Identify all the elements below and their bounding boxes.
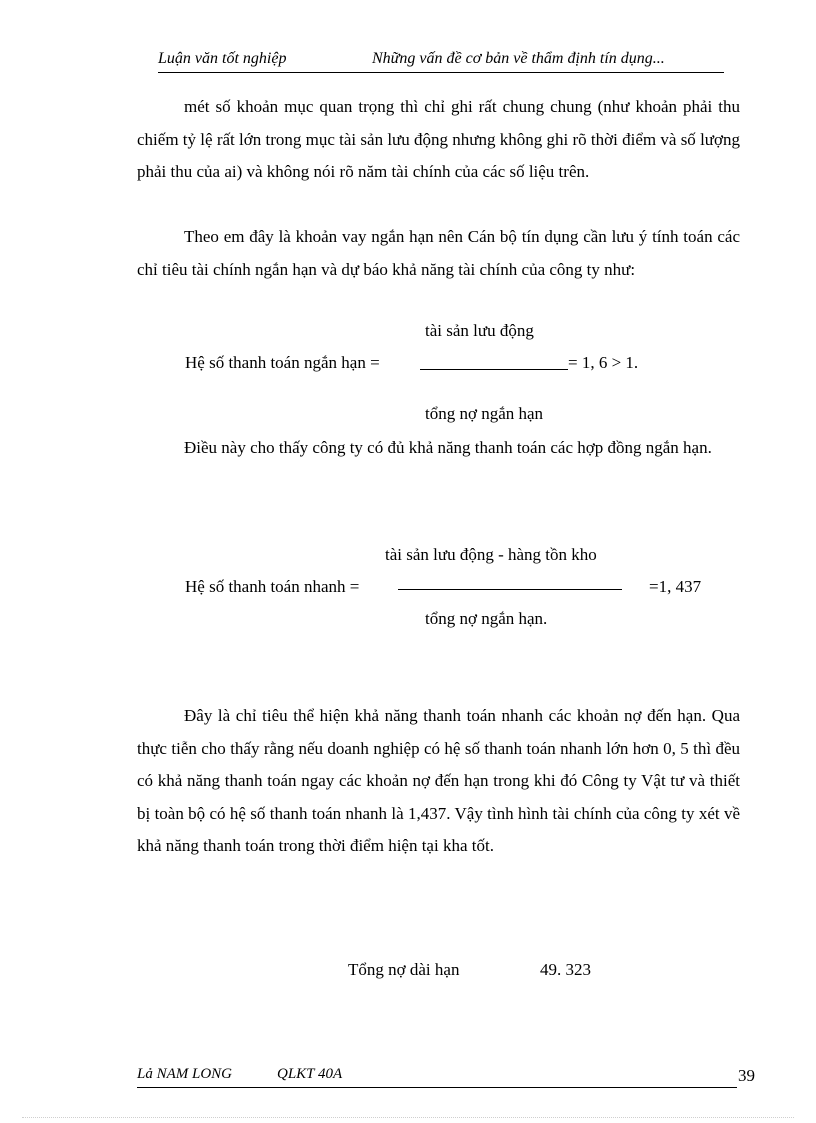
formula2-fraction-bar	[398, 589, 622, 590]
paragraph-3: Điều này cho thấy công ty có đủ khả năng thanh toán các hợp đồng ngắn hạn.	[184, 438, 712, 457]
footer-author-name: Lả NAM LONG	[137, 1066, 233, 1082]
formula2-result: =1, 437	[649, 577, 702, 596]
formula1-fraction-bar	[420, 369, 568, 370]
page-number: 39	[738, 1066, 755, 1085]
header-topic-title: Những vấn đề cơ bản về thẩm định tín dụng...	[372, 50, 665, 67]
longterm-debt-value: 49. 323	[540, 960, 591, 979]
formula2-denominator: tổng nợ ngắn hạn.	[425, 609, 548, 628]
formula2-label: Hệ số thanh toán nhanh =	[185, 577, 360, 596]
formula1-numerator: tài sản lưu động	[425, 321, 534, 340]
longterm-debt-label: Tổng nợ dài hạn	[348, 960, 460, 979]
page-bottom-border	[22, 1117, 794, 1118]
formula1-result: = 1, 6 > 1.	[568, 353, 639, 372]
page-header	[158, 50, 724, 73]
formula1-denominator: tổng nợ ngắn hạn	[425, 404, 544, 423]
paragraph-1: mét số khoản mục quan trọng thì chỉ ghi rất chung chung (như khoản phải thu chiếm tỷ lệ rất lớn trong mục tài sản lưu động nhưng không ghi rõ thời điểm và số lượng phải thu của ai) và không nói rõ năm tài chính của các số liệu trên.	[137, 97, 740, 181]
formula2-numerator: tài sản lưu động - hàng tồn kho	[385, 545, 597, 564]
header-thesis-label: Luận văn tốt nghiệp	[158, 50, 287, 67]
formula1-label: Hệ số thanh toán ngắn hạn =	[185, 353, 380, 372]
footer-class-name: QLKT 40A	[277, 1066, 343, 1082]
paragraph-4: Đây là chỉ tiêu thể hiện khả năng thanh toán nhanh các khoản nợ đến hạn. Qua thực tiễn cho thấy rằng nếu doanh nghiệp có hệ số thanh toán nhanh lớn hơn 0, 5 thì đều có khả năng thanh toán ngay các khoản nợ đến hạn trong khi đó Công ty Vật tư và thiết bị toàn bộ có hệ số thanh toán nhanh là 1,437. Vậy tình hình tài chính của công ty xét về khả năng thanh toán trong thời điểm hiện tại kha tốt.	[137, 706, 740, 855]
paragraph-2: Theo em đây là khoản vay ngắn hạn nên Cán bộ tín dụng cần lưu ý tính toán các chỉ tiêu tài chính ngắn hạn và dự báo khả năng tài chính của công ty như:	[137, 227, 740, 279]
page-footer	[137, 1066, 737, 1088]
